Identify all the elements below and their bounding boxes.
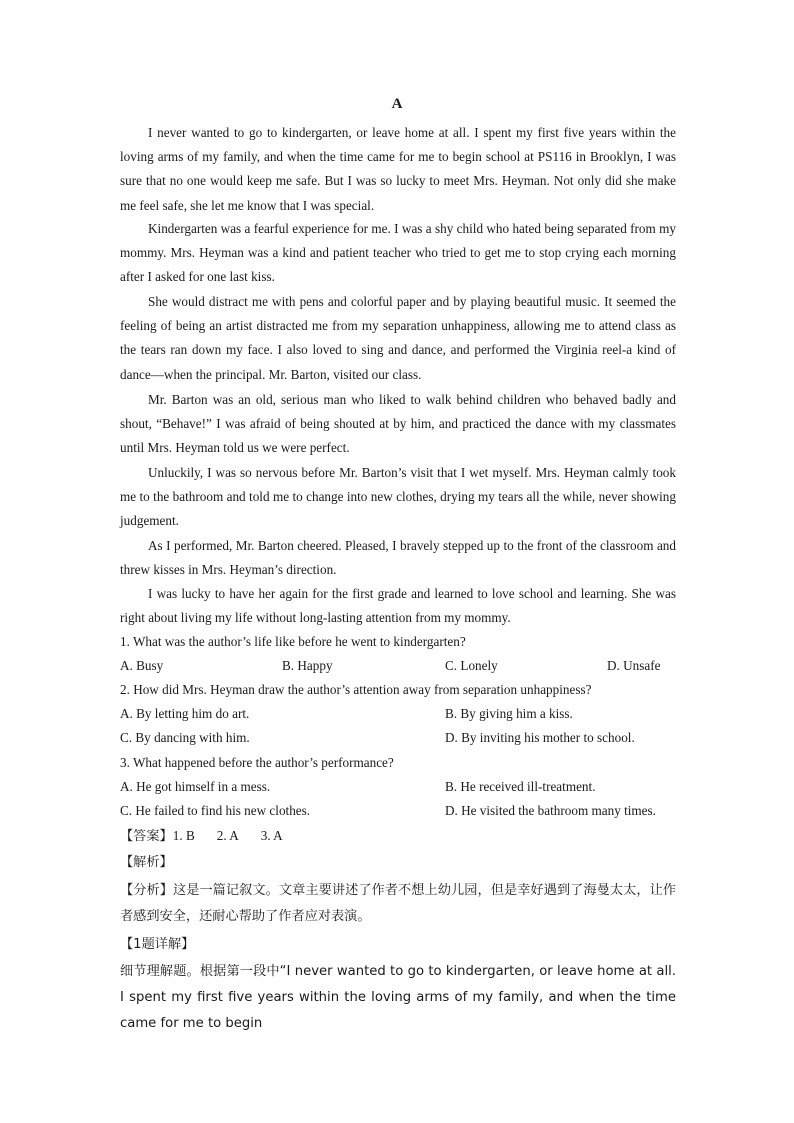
answer-line — [120, 824, 680, 849]
answer-3: 3. A — [260, 828, 283, 843]
paragraph-7: I was lucky to have her again for the first grade and learned to love school and learning. She was right about living my life without long-lasting attention from my mommy. — [120, 586, 676, 626]
question-1: 1. What was the author’s life like before he went to kindergarten? — [120, 634, 466, 649]
option-2b: B. By giving him a kiss. — [445, 706, 573, 721]
question-2: 2. How did Mrs. Heyman draw the author’s attention away from separation unhappiness? — [120, 682, 592, 697]
answer-2: 2. A — [216, 828, 239, 843]
paragraph-5: Unluckily, I was so nervous before Mr. Barton’s visit that I wet myself. Mrs. Heyman calmly took me to the bathroom and told me to change into new clothes, drying my tears all the while, never showing judgement. — [120, 465, 676, 529]
section-title: A — [391, 96, 403, 112]
analysis-label: 【解析】 — [120, 855, 173, 870]
option-3c: C. He failed to find his new clothes. — [120, 803, 311, 818]
answer-label: 【答案】 — [120, 829, 173, 844]
question-3: 3. What happened before the author’s performance? — [120, 755, 394, 770]
paragraph-2: Kindergarten was a fearful experience for me. I was a shy child who hated being separated from my mommy. Mrs. Heyman was a kind and patient teacher who tried to get me to stop crying each morning after I asked for one last kiss. — [120, 221, 676, 285]
question-2-options-row-1 — [120, 702, 680, 726]
answer-1: 1. B — [172, 828, 195, 843]
question-1-options — [120, 654, 680, 678]
option-2d: D. By inviting his mother to school. — [445, 730, 635, 745]
question-3-options-row-2 — [120, 799, 680, 823]
question-2-options-row-2 — [120, 726, 680, 750]
option-3a: A. He got himself in a mess. — [120, 779, 271, 794]
option-1c: C. Lonely — [445, 658, 498, 673]
option-1d: D. Unsafe — [607, 658, 661, 673]
paragraph-4: Mr. Barton was an old, serious man who liked to walk behind children who behaved badly and shout, “Behave!” I was afraid of being shouted at by him, and practiced the dance with my classmates until Mrs. Heyman told us we were perfect. — [120, 392, 676, 456]
option-3d: D. He visited the bathroom many times. — [445, 803, 656, 818]
detail-label: 【1题详解】 — [120, 937, 195, 952]
option-2c: C. By dancing with him. — [120, 730, 250, 745]
option-3b: B. He received ill-treatment. — [445, 779, 596, 794]
paragraph-3: She would distract me with pens and colorful paper and by playing beautiful music. It seemed the feeling of being an artist distracted me from my separation unhappiness, allowing me to attend class as the tears ran down my face. I also loved to sing and dance, and performed the Virginia reel-a kind of dance—when the principal. Mr. Barton, visited our class. — [120, 294, 676, 382]
question-3-options-row-1 — [120, 775, 680, 799]
paragraph-1: I never wanted to go to kindergarten, or leave home at all. I spent my first five years within the loving arms of my family, and when the time came for me to begin school at PS116 in Brooklyn, I was sure that no one would keep me safe. But I was so lucky to meet Mrs. Heyman. Not only did she make me feel safe, she let me know that I was special. — [120, 125, 676, 213]
paragraph-6: As I performed, Mr. Barton cheered. Pleased, I bravely stepped up to the front of the classroom and threw kisses in Mrs. Heyman’s direction. — [120, 538, 676, 578]
option-2a: A. By letting him do art. — [120, 706, 250, 721]
summary-text: 这是一篇记叙文。文章主要讲述了作者不想上幼儿园，但是幸好遇到了海曼太太，让作者感到安全，还耐心帮助了作者应对表演。 — [120, 883, 677, 924]
detail-text: 细节理解题。根据第一段中“I never wanted to go to kindergarten, or leave home at all. I spent my first five years within the loving arms of my family, and when the time came for me to begin — [120, 964, 676, 1031]
summary-paragraph — [120, 878, 676, 930]
summary-label: 【分析】 — [120, 883, 173, 898]
option-1a: A. Busy — [120, 658, 164, 673]
option-1b: B. Happy — [282, 658, 333, 673]
